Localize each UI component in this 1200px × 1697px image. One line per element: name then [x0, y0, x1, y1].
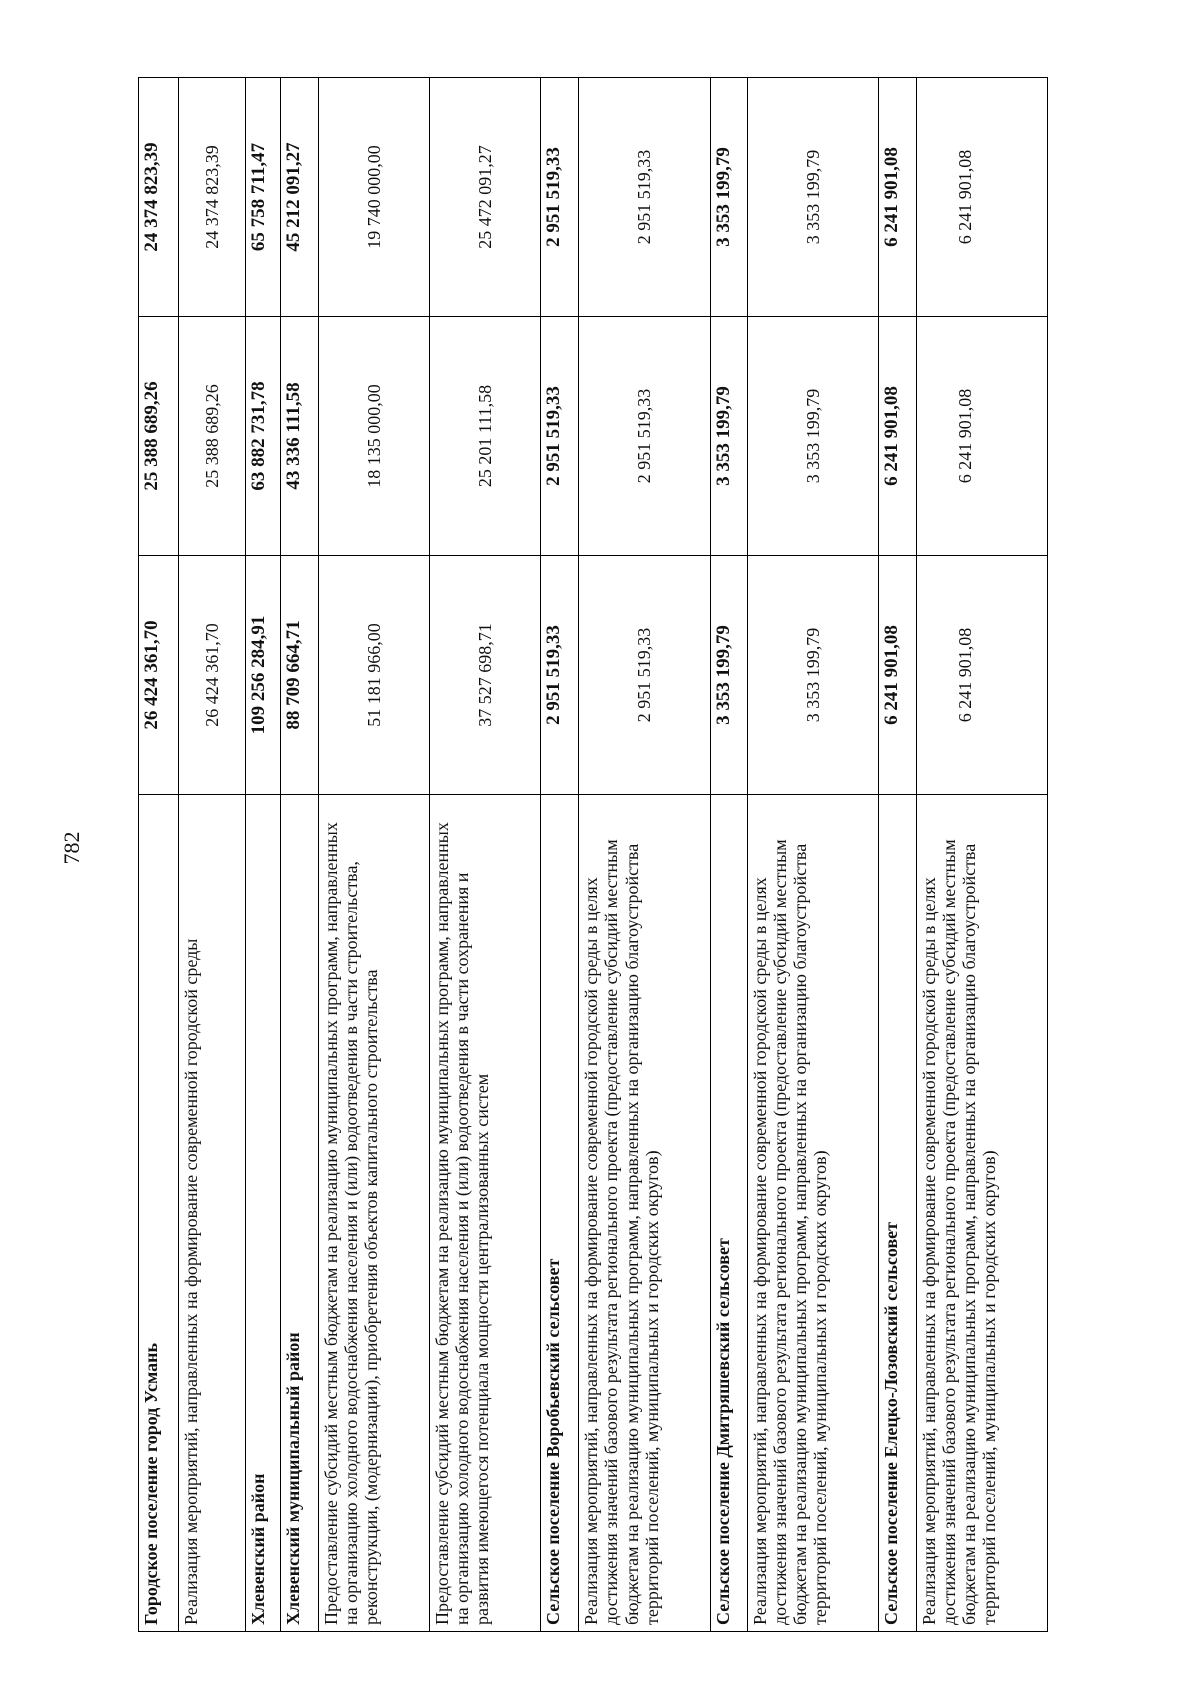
- value-year-3: 3 353 199,79: [747, 78, 878, 317]
- value-year-1: 26 424 361,70: [179, 556, 246, 795]
- table-row: [179, 78, 246, 1632]
- table-row: [747, 78, 878, 1632]
- value-year-3: 65 758 711,47: [246, 78, 281, 317]
- row-name: Реализация мероприятий, направленных на формирование современной городской среды в целях достижения значений базового результата регионального проекта (предоставление субсидий местным бюджетам на реализацию муниципальных программ, направленных на организацию благоустройства территорий поселений, муниципальных и городских округов): [916, 795, 1047, 1632]
- value-year-3: 24 374 823,39: [179, 78, 246, 317]
- value-year-3: 3 353 199,79: [710, 78, 747, 317]
- table-row: [281, 78, 318, 1632]
- value-year-3: 45 212 091,27: [281, 78, 318, 317]
- row-name: Городское поселение город Усмань: [139, 795, 179, 1632]
- row-name: Хлевенский район: [246, 795, 281, 1632]
- value-year-3: 6 241 901,08: [916, 78, 1047, 317]
- value-year-2: 3 353 199,79: [747, 317, 878, 556]
- table-row: [429, 78, 540, 1632]
- row-name: Предоставление субсидий местным бюджетам на реализацию муниципальных программ, направленных на организацию холодного водоснабжения населения и (или) водоотведения в части сохранения и развития имеющегося потенциала мощности централизованных систем: [429, 795, 540, 1632]
- row-name: Предоставление субсидий местным бюджетам на реализацию муниципальных программ, направленных на организацию холодного водоснабжения населения и (или) водоотведения в части строительства, реконструкции, (модернизации), приобретения объектов капитального строительства: [318, 795, 429, 1632]
- value-year-1: 2 951 519,33: [540, 556, 578, 795]
- row-name: Реализация мероприятий, направленных на формирование современной городской среды: [179, 795, 246, 1632]
- value-year-3: 24 374 823,39: [139, 78, 179, 317]
- value-year-2: 63 882 731,78: [246, 317, 281, 556]
- value-year-3: 25 472 091,27: [429, 78, 540, 317]
- row-name: Сельское поселение Дмитряшевский сельсовет: [710, 795, 747, 1632]
- row-name: Сельское поселение Елецко-Лозовский сельсовет: [879, 795, 916, 1632]
- table-row: [540, 78, 578, 1632]
- value-year-2: 6 241 901,08: [916, 317, 1047, 556]
- value-year-1: 6 241 901,08: [916, 556, 1047, 795]
- value-year-2: 2 951 519,33: [540, 317, 578, 556]
- budget-table: [138, 77, 1048, 1632]
- value-year-1: 37 527 698,71: [429, 556, 540, 795]
- value-year-2: 3 353 199,79: [710, 317, 747, 556]
- table-row: [246, 78, 281, 1632]
- value-year-1: 88 709 664,71: [281, 556, 318, 795]
- value-year-2: 25 388 689,26: [179, 317, 246, 556]
- table-row: [139, 78, 179, 1632]
- value-year-1: 109 256 284,91: [246, 556, 281, 795]
- value-year-1: 26 424 361,70: [139, 556, 179, 795]
- value-year-1: 6 241 901,08: [879, 556, 916, 795]
- value-year-1: 3 353 199,79: [710, 556, 747, 795]
- page-number: 782: [59, 831, 84, 865]
- value-year-1: 51 181 966,00: [318, 556, 429, 795]
- value-year-3: 2 951 519,33: [579, 78, 710, 317]
- table-row: [318, 78, 429, 1632]
- value-year-2: 6 241 901,08: [879, 317, 916, 556]
- row-name: Реализация мероприятий, направленных на формирование современной городской среды в целях достижения значений базового результата регионального проекта (предоставление субсидий местным бюджетам на реализацию муниципальных программ, направленных на организацию благоустройства территорий поселений, муниципальных и городских округов): [747, 795, 878, 1632]
- value-year-2: 25 201 111,58: [429, 317, 540, 556]
- row-name: Сельское поселение Воробьевский сельсовет: [540, 795, 578, 1632]
- value-year-2: 2 951 519,33: [579, 317, 710, 556]
- rotated-table-container: [138, 77, 1048, 1632]
- table-row: [579, 78, 710, 1632]
- table-row: [916, 78, 1047, 1632]
- value-year-2: 25 388 689,26: [139, 317, 179, 556]
- table-row: [710, 78, 747, 1632]
- value-year-3: 6 241 901,08: [879, 78, 916, 317]
- value-year-3: 19 740 000,00: [318, 78, 429, 317]
- value-year-2: 43 336 111,58: [281, 317, 318, 556]
- row-name: Реализация мероприятий, направленных на формирование современной городской среды в целях достижения значений базового результата регионального проекта (предоставление субсидий местным бюджетам на реализацию муниципальных программ, направленных на организацию благоустройства территорий поселений, муниципальных и городских округов): [579, 795, 710, 1632]
- value-year-2: 18 135 000,00: [318, 317, 429, 556]
- row-name: Хлевенский муниципальный район: [281, 795, 318, 1632]
- value-year-3: 2 951 519,33: [540, 78, 578, 317]
- value-year-1: 3 353 199,79: [747, 556, 878, 795]
- value-year-1: 2 951 519,33: [579, 556, 710, 795]
- table-row: [879, 78, 916, 1632]
